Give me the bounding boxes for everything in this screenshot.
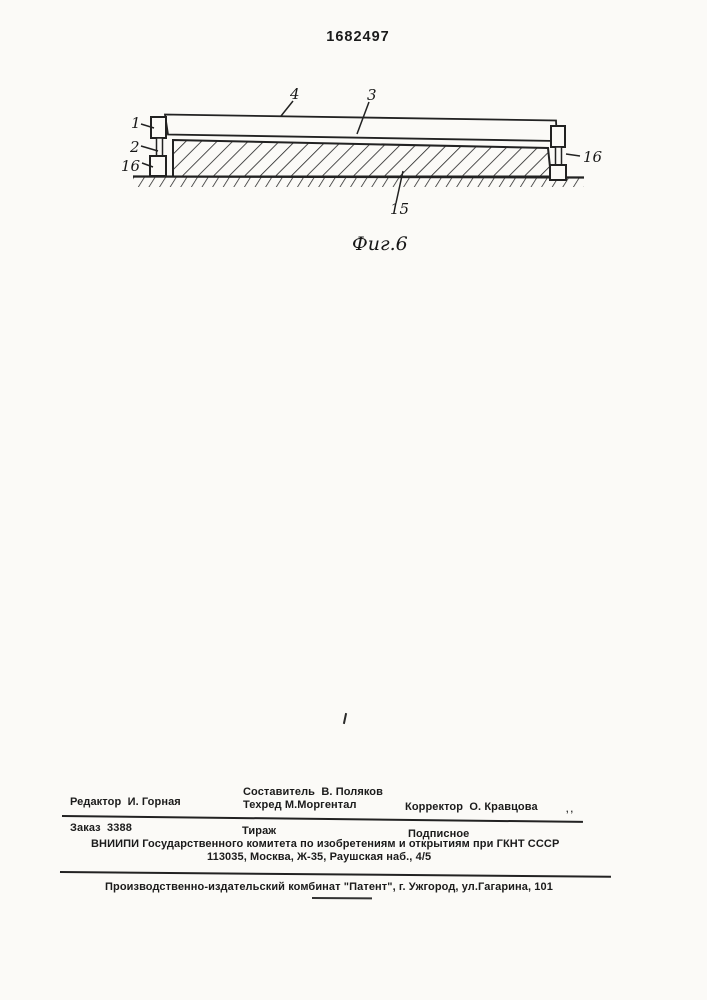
address-line: 113035, Москва, Ж-35, Раушская наб., 4/5 bbox=[207, 851, 432, 863]
ref-label-1: 1 bbox=[131, 114, 141, 132]
ground-hachures bbox=[133, 178, 584, 188]
ref-label-2: 2 bbox=[130, 138, 140, 156]
ref-label-15: 15 bbox=[390, 200, 410, 218]
corrector-credit: Корректор О. Кравцова bbox=[405, 801, 538, 813]
right-stem bbox=[556, 147, 562, 165]
ref-label-16-right: 16 bbox=[583, 148, 603, 166]
order-number: Заказ 3388 bbox=[70, 822, 132, 834]
left-stem bbox=[157, 138, 163, 156]
imprint-divider-top bbox=[62, 815, 583, 823]
leader-4 bbox=[281, 101, 293, 116]
stray-print-mark bbox=[343, 713, 347, 724]
ref-label-4: 4 bbox=[290, 85, 300, 103]
leader-2 bbox=[141, 146, 158, 151]
figure-caption: Фиг.6 bbox=[352, 233, 408, 255]
publisher-line: Производственно-издательский комбинат "Патент", г. Ужгород, ул.Гагарина, 101 bbox=[105, 881, 553, 893]
podpisnoe-label: Подписное bbox=[408, 828, 470, 840]
leader-16-right bbox=[566, 154, 580, 156]
tirazh-label: Тираж bbox=[242, 825, 277, 837]
ref-label-16-left: 16 bbox=[121, 157, 141, 175]
editor-credit: Редактор И. Горная bbox=[70, 796, 181, 808]
techred-credit: Техред М.Моргентал bbox=[243, 799, 357, 811]
right-lower-block bbox=[550, 165, 566, 180]
right-upper-block bbox=[551, 126, 565, 147]
panel-beam bbox=[165, 115, 557, 142]
patent-number: 1682497 bbox=[326, 29, 390, 45]
ref-label-3: 3 bbox=[367, 86, 377, 104]
vniipi-line: ВНИИПИ Государственного комитета по изобретениям и открытиям при ГКНТ СССР bbox=[91, 838, 560, 850]
patent-word-underline-mark bbox=[312, 897, 372, 899]
print-artifact-commas: ,, bbox=[566, 804, 576, 814]
imprint-divider-bottom bbox=[60, 871, 611, 878]
slab-hatched bbox=[173, 140, 551, 177]
compiler-credit: Составитель В. Поляков bbox=[243, 786, 383, 798]
figure-6-drawing bbox=[0, 0, 707, 270]
